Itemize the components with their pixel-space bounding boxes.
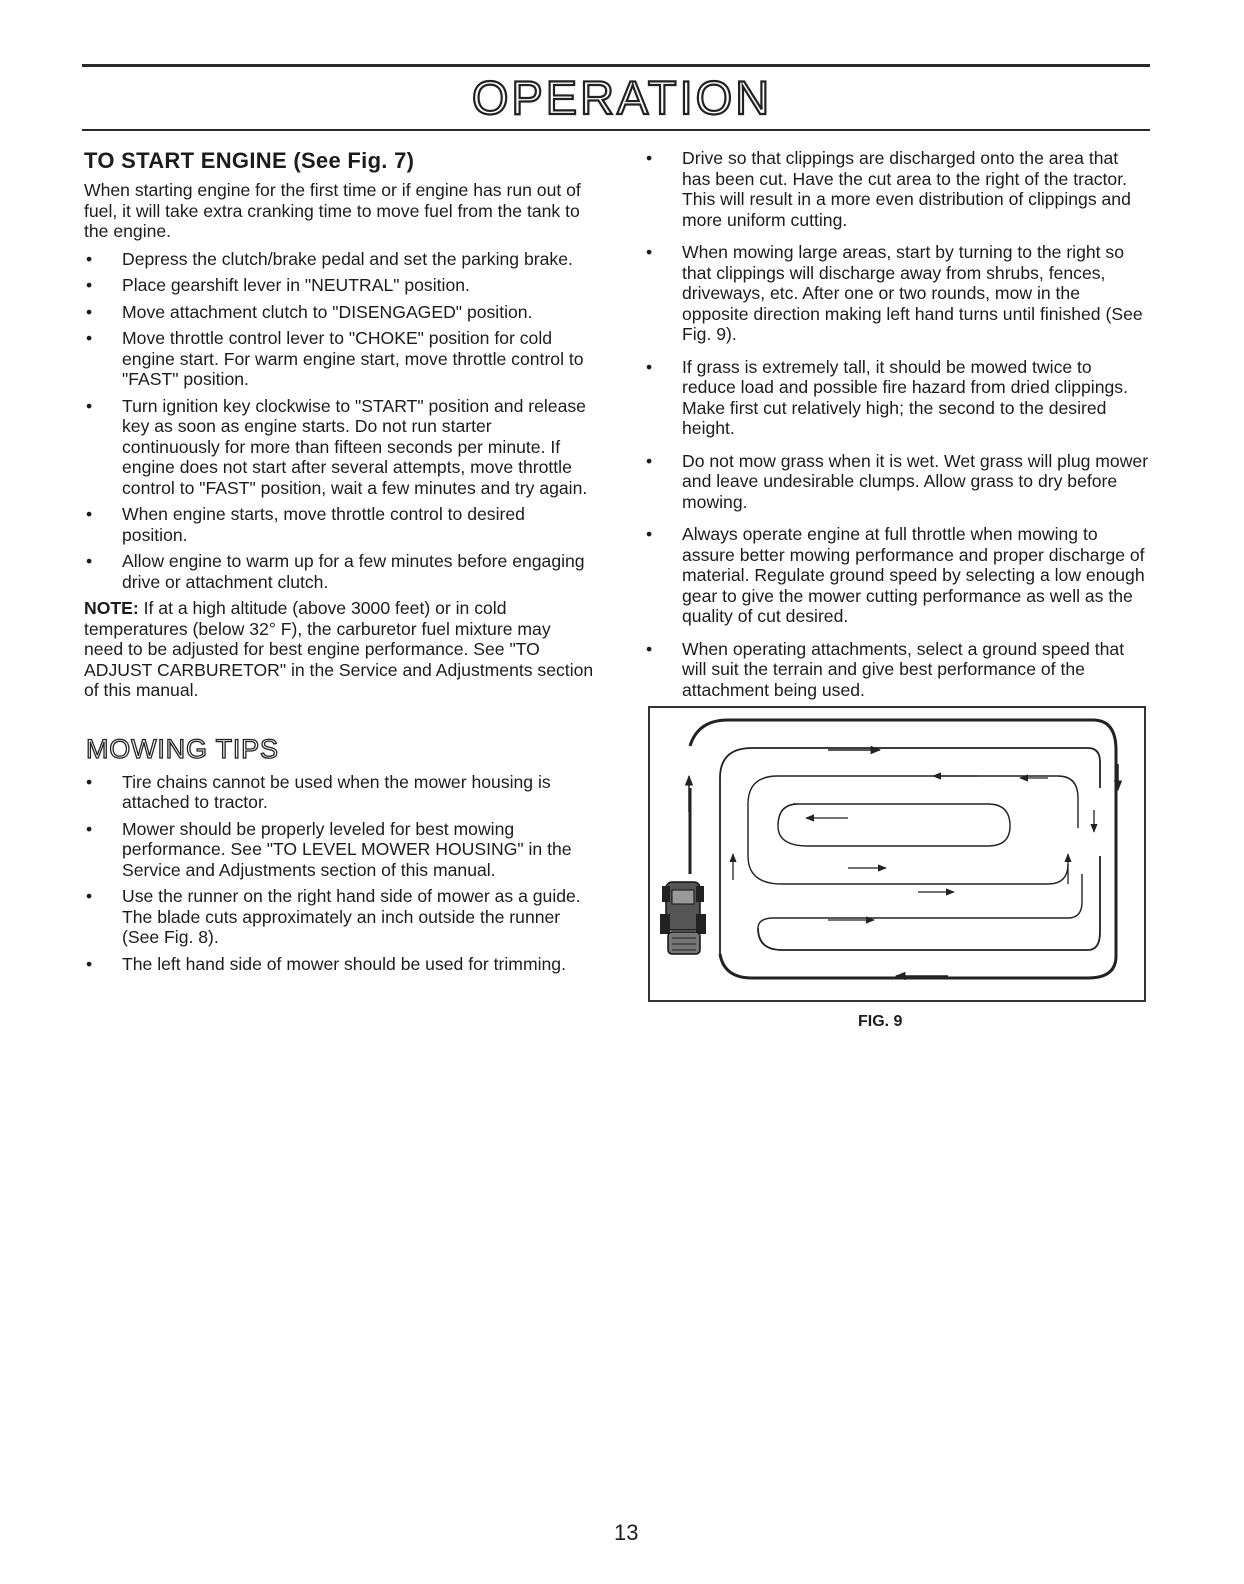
figure-caption: FIG. 9: [858, 1013, 903, 1030]
list-item: [84, 551, 594, 592]
note-label: NOTE:: [84, 598, 139, 618]
note-paragraph: [84, 598, 594, 701]
tip-text: If grass is extremely tall, it should be mowed twice to reduce load and possible fire hazard from dried clippings. Make first cut relatively high; the second to the desired height.: [682, 356, 1128, 438]
tip-text: Use the runner on the right hand side of mower as a guide. The blade cuts approximately an inch outside the runner (See Fig. 8).: [122, 886, 581, 947]
step-text: Allow engine to warm up for a few minutes before engaging drive or attachment clutch.: [122, 551, 585, 592]
list-item: [84, 396, 594, 499]
tip-text: When mowing large areas, start by turning to the right so that clippings will discharge away from shrubs, fences, driveways, etc. After one or two rounds, mow in the opposite direction making left hand turns until finished (See Fig. 9).: [682, 242, 1143, 344]
start-engine-intro: When starting engine for the first time or if engine has run out of fuel, it will take extra cranking time to move fuel from the tank to the engine.: [84, 180, 581, 241]
bullet-icon: •: [86, 328, 93, 348]
tip-text: Always operate engine at full throttle when mowing to assure better mowing performance and proper discharge of material. Regulate ground speed by selecting a low enough gear to give the mower cutting performance as well as the quality of cut desired.: [682, 524, 1145, 626]
mowing-tips-right-list: [644, 148, 1150, 700]
step-text: Depress the clutch/brake pedal and set the parking brake.: [122, 248, 573, 269]
header-rule-bottom: [82, 129, 1150, 131]
list-item: [84, 954, 594, 975]
page-title: OPERATION: [471, 71, 773, 124]
list-item: [644, 639, 1150, 701]
step-text: Move throttle control lever to "CHOKE" position for cold engine start. For warm engine start, move throttle control to "FAST" position.: [122, 328, 584, 389]
bullet-icon: •: [646, 450, 653, 471]
diagram-frame: [649, 707, 1145, 1001]
list-item: [644, 242, 1150, 345]
step-text: When engine starts, move throttle control to desired position.: [122, 504, 525, 545]
bullet-icon: •: [86, 551, 93, 571]
step-text: Turn ignition key clockwise to "START" position and release key as soon as engine starts. Do not run starter continuously for more than fifteen seconds per minute. If engine does not start after several attempts, move throttle control to "FAST" position, wait a few minutes and try again.: [122, 395, 588, 498]
mowing-tips-heading: MOWING TIPS: [86, 733, 279, 764]
right-column: [644, 148, 1150, 712]
tip-text: Tire chains cannot be used when the mower housing is attached to tractor.: [122, 771, 551, 812]
tip-text: The left hand side of mower should be used for trimming.: [122, 953, 566, 974]
list-item: [84, 302, 594, 323]
list-item: [644, 357, 1150, 439]
bullet-icon: •: [86, 953, 93, 974]
left-column: [84, 148, 594, 980]
list-item: [644, 524, 1150, 627]
start-engine-heading: TO START ENGINE (See Fig. 7): [84, 148, 415, 173]
bullet-icon: •: [86, 886, 93, 906]
bullet-icon: •: [86, 771, 93, 792]
bullet-icon: •: [646, 638, 653, 659]
tip-text: Drive so that clippings are discharged onto the area that has been cut. Have the cut area to the right of the tractor. This will result in a more even distribution of clippings and more uniform cutting.: [682, 148, 1131, 230]
list-item: [84, 249, 594, 270]
bullet-icon: •: [86, 275, 93, 295]
list-item: [84, 504, 594, 545]
list-item: [84, 275, 594, 296]
bullet-icon: •: [86, 248, 93, 269]
step-text: Move attachment clutch to "DISENGAGED" position.: [122, 301, 533, 322]
tip-text: When operating attachments, select a ground speed that will suit the terrain and give best performance of the attachment being used.: [682, 638, 1125, 700]
bullet-icon: •: [86, 395, 93, 416]
mowing-pattern-diagram: [648, 706, 1146, 1002]
bullet-icon: •: [86, 301, 93, 322]
list-item: [84, 819, 594, 881]
tip-text: Do not mow grass when it is wet. Wet grass will plug mower and leave undesirable clumps. Allow grass to dry before mowing.: [682, 450, 1149, 512]
bullet-icon: •: [646, 524, 653, 544]
step-text: Place gearshift lever in "NEUTRAL" position.: [122, 275, 470, 295]
bullet-icon: •: [646, 242, 653, 262]
bullet-icon: •: [86, 818, 93, 839]
bullet-icon: •: [86, 504, 93, 524]
list-item: [84, 328, 594, 390]
list-item: [84, 886, 594, 948]
start-engine-steps: [84, 249, 594, 593]
page-number: 13: [614, 1520, 639, 1545]
bullet-icon: •: [646, 148, 653, 168]
list-item: [644, 148, 1150, 230]
bullet-icon: •: [646, 356, 653, 377]
note-text: If at a high altitude (above 3000 feet) or in cold temperatures (below 32° F), the carburetor fuel mixture may need to be adjusted for best engine performance. See "TO ADJUST CARBURETOR" in the Service and Adjustments section of this manual.: [84, 598, 594, 700]
mowing-tips-left-list: [84, 772, 594, 975]
list-item: [84, 772, 594, 813]
list-item: [644, 451, 1150, 513]
tip-text: Mower should be properly leveled for best mowing performance. See "TO LEVEL MOWER HOUSING" in the Service and Adjustments section of this manual.: [122, 818, 572, 880]
